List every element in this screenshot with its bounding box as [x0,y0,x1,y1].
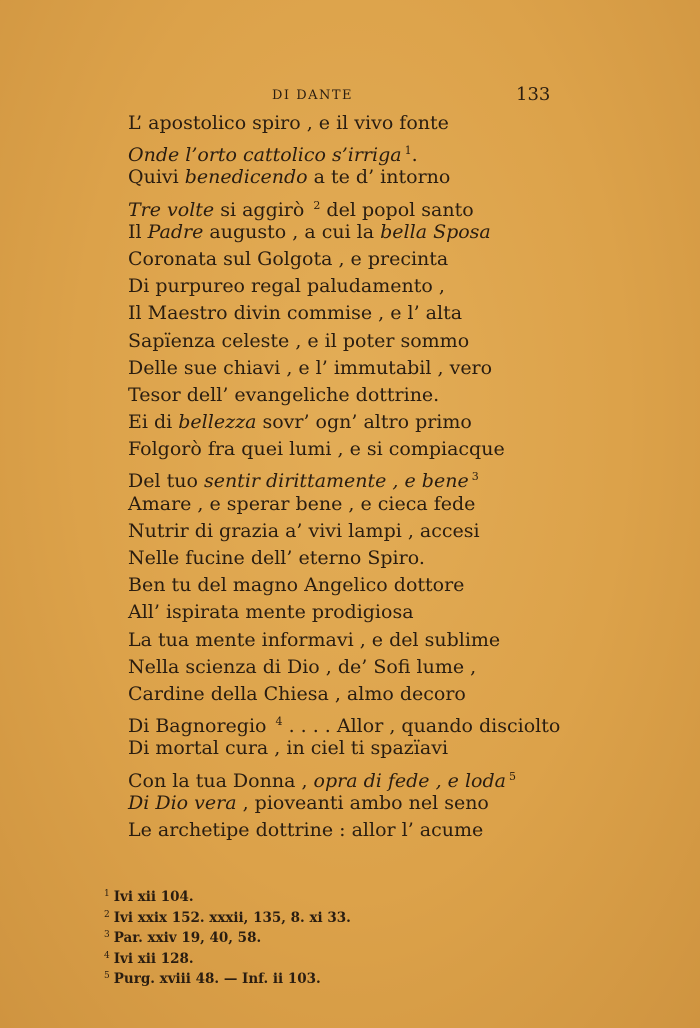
verse-line [128,137,648,167]
verse-line [128,763,648,790]
footnote-marker: 4 [275,715,283,729]
verse-text: Folgorò fra quei lumi , e si compiacque [128,438,505,461]
verse-line [128,463,648,493]
verse-line [128,110,648,137]
verse-text: a te d’ intorno [307,166,451,189]
footnote-number: 5 [104,971,110,981]
footnote-number: 1 [104,889,110,899]
verse-text: Del tuo [128,470,204,493]
verse-text: Nutrir di grazia a’ vivi lampi , accesi [128,519,480,542]
verse-text: Coronata sul Golgota , e precinta [128,247,449,270]
footnote-marker: 2 [313,198,321,212]
verse-text: All’ ispirata mente prodigiosa [128,601,414,624]
verse-text: Onde l’orto cattolico s’irriga [128,144,402,167]
footnote-number: 2 [104,909,110,920]
footnote [104,966,664,987]
verse-text: bella Sposa [380,220,491,243]
footnote [104,884,664,905]
footnote-text: Ivi xii 104. [113,889,194,905]
verse-text: Cardine della Chiesa , almo decoro [128,682,466,705]
verse-text: Di purpureo regal paludamento , [128,275,445,298]
verse-line [128,273,648,300]
footnote-text: Ivi xxix 152. xxxii, 135, 8. xi 33. [113,909,351,926]
verse-line [128,436,648,463]
verse-line [128,518,648,545]
verse-line [128,491,648,518]
verse-text: Il [128,220,148,243]
footnote [104,905,664,926]
footnote-text: Ivi xii 128. [113,950,194,967]
verse-text: opra di fede , e loda [313,769,506,792]
page-number: 133 [516,84,551,105]
verse-text: Padre [147,220,204,243]
verse-line [128,627,648,654]
verse-line [128,735,648,762]
footnote-marker: 1 [404,144,412,158]
verse-line [128,545,648,572]
verse-text: Di mortal cura , in ciel ti spazïavi [128,737,449,760]
footnote-marker: 3 [471,470,479,484]
verse-text: Tre volte [128,198,215,221]
verse-line [128,192,648,219]
verse-block [128,110,648,844]
verse-text: Di Dio vera [128,791,237,814]
verse-line [128,790,648,817]
verse-text: Il Maestro divin commise , e l’ alta [128,302,463,325]
verse-text: Sapïenza celeste , e il poter sommo [128,329,470,352]
verse-line [128,219,648,246]
verse-text: si aggirò [214,198,311,221]
verse-text: augusto , a cui la [203,220,381,243]
verse-text: bellezza [178,411,257,434]
footnote [104,946,664,967]
verse-line [128,355,648,382]
verse-line [128,817,648,844]
verse-line [128,572,648,599]
verse-text: La tua mente informavi , e del sublime [128,628,501,651]
verse-line [128,708,648,738]
verse-text: Le archetipe dottrine : allor l’ acume [128,818,484,841]
footnote [104,925,664,946]
verse-text: sentir dirittamente , e bene [203,470,469,493]
verse-text: . . . . Allor , quando disciolto [282,715,561,738]
footnote-marker: 5 [508,769,516,783]
verse-text: sovr’ ogn’ altro primo [256,411,472,434]
verse-line [128,164,648,191]
verse-text: del popol santo [320,198,474,221]
verse-line [128,246,648,273]
verse-text: Ei di [128,411,179,434]
running-head: DI DANTE [272,88,354,103]
page-header [0,84,700,108]
verse-text: L’ apostolico spiro , e il vivo fonte [128,112,449,134]
verse-line [128,409,648,436]
footnote-text: Par. xxiv 19, 40, 58. [113,930,262,946]
verse-line [128,300,648,327]
verse-line [128,681,648,708]
footnote-number: 4 [104,950,110,961]
verse-text: Quivi [128,166,185,189]
verse-line [128,328,648,355]
verse-text: Nelle fucine dell’ eterno Spiro. [128,547,425,569]
verse-line [128,599,648,626]
verse-text: Di Bagnoregio [128,715,273,738]
verse-line [128,382,648,409]
verse-text: Amare , e sperar bene , e cieca fede [128,492,476,515]
footnote-number: 3 [104,930,110,940]
verse-text: Delle sue chiavi , e l’ immutabil , vero [128,356,493,379]
verse-line [128,654,648,681]
verse-text: Nella scienza di Dio , de’ Sofi lume , [128,655,477,678]
verse-text: Con la tua Donna , [128,769,314,792]
verse-text: Ben tu del magno Angelico dottore [128,574,465,597]
verse-text: benedicendo [184,166,308,189]
footnotes [104,884,664,987]
verse-text: . [411,144,418,167]
footnote-text: Purg. xviii 48. — Inf. ii 103. [113,971,321,987]
verse-text: , pioveanti ambo nel seno [236,791,489,814]
verse-text: Tesor dell’ evangeliche dottrine. [128,383,440,406]
